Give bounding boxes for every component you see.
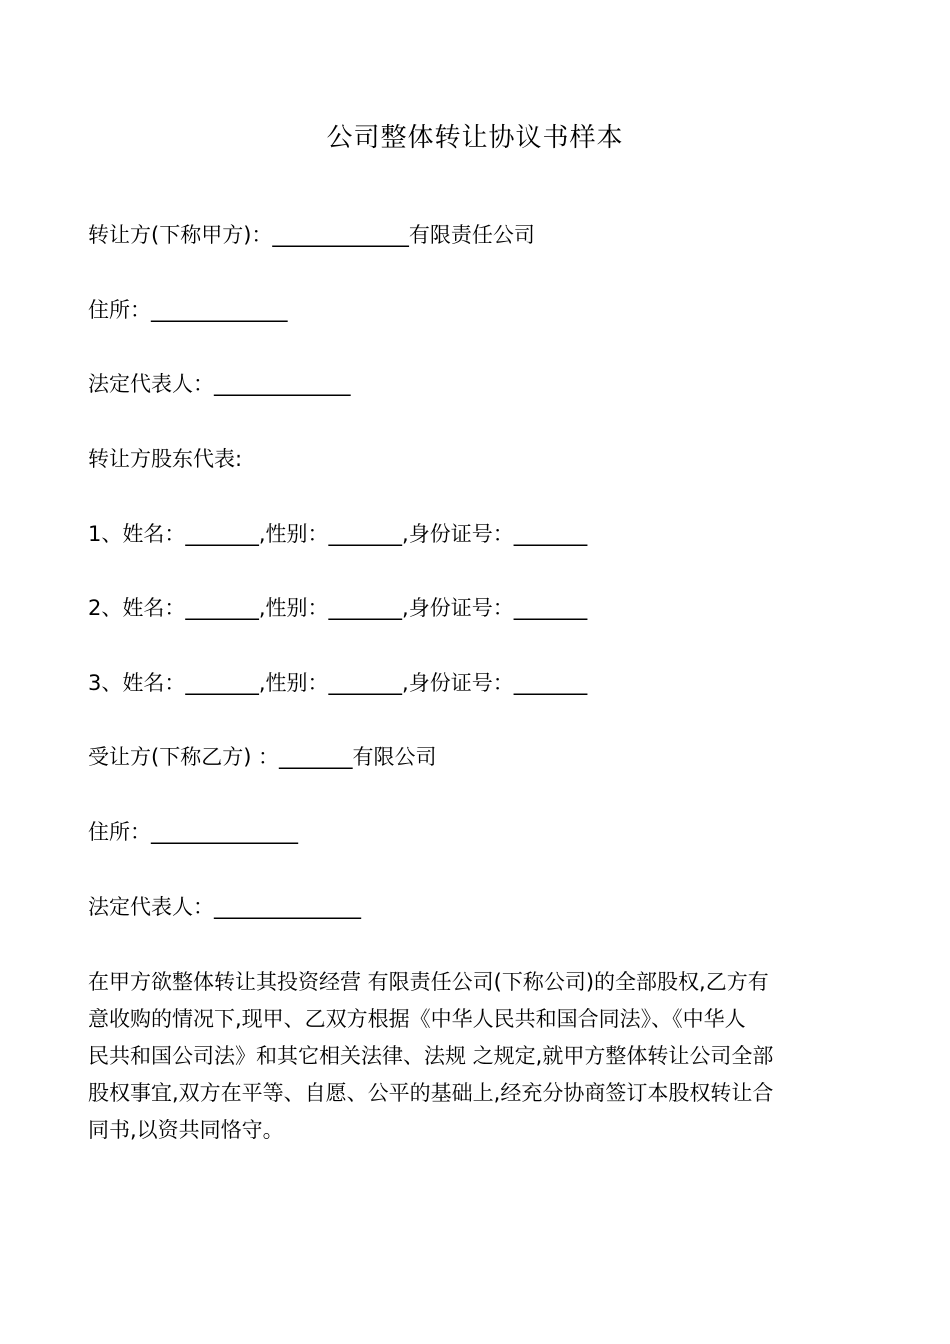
transferor-shareholder-heading: 转让方股东代表: xyxy=(88,447,243,471)
shareholder-line-2: 2、姓名：_______,性别：_______,身份证号：_______ xyxy=(88,596,588,620)
paragraph-line: 股权事宜,双方在平等、自愿、公平的基础上,经充分协商签订本股权转让合 xyxy=(88,1081,774,1105)
paragraph-line: 在甲方欲整体转让其投资经营 有限责任公司(下称公司)的全部股权,乙方有 xyxy=(88,970,769,994)
preamble-paragraph xyxy=(88,964,868,1149)
paragraph-line: 民共和国公司法》和其它相关法律、法规 之规定,就甲方整体转让公司全部 xyxy=(88,1044,774,1068)
paragraph-line: 意收购的情况下,现甲、乙双方根据《中华人民共和国合同法》、《中华人 xyxy=(88,1007,746,1031)
shareholder-line-3: 3、姓名：_______,性别：_______,身份证号：_______ xyxy=(88,671,588,695)
transferee-address-line: 住所：______________ xyxy=(88,820,298,844)
transferor-address-line: 住所：_____________ xyxy=(88,298,288,322)
transferor-legal-rep-line: 法定代表人：_____________ xyxy=(88,372,351,396)
document-title: 公司整体转让协议书样本 xyxy=(326,123,624,153)
transferee-name-line: 受让方(下称乙方) ：_______有限公司 xyxy=(88,745,437,769)
transferee-legal-rep-line: 法定代表人：______________ xyxy=(88,895,361,919)
shareholder-line-1: 1、姓名：_______,性别：_______,身份证号：_______ xyxy=(88,522,588,546)
transferor-name-line: 转让方(下称甲方)：_____________有限责任公司 xyxy=(88,223,535,247)
paragraph-line: 同书,以资共同恪守。 xyxy=(88,1118,284,1142)
